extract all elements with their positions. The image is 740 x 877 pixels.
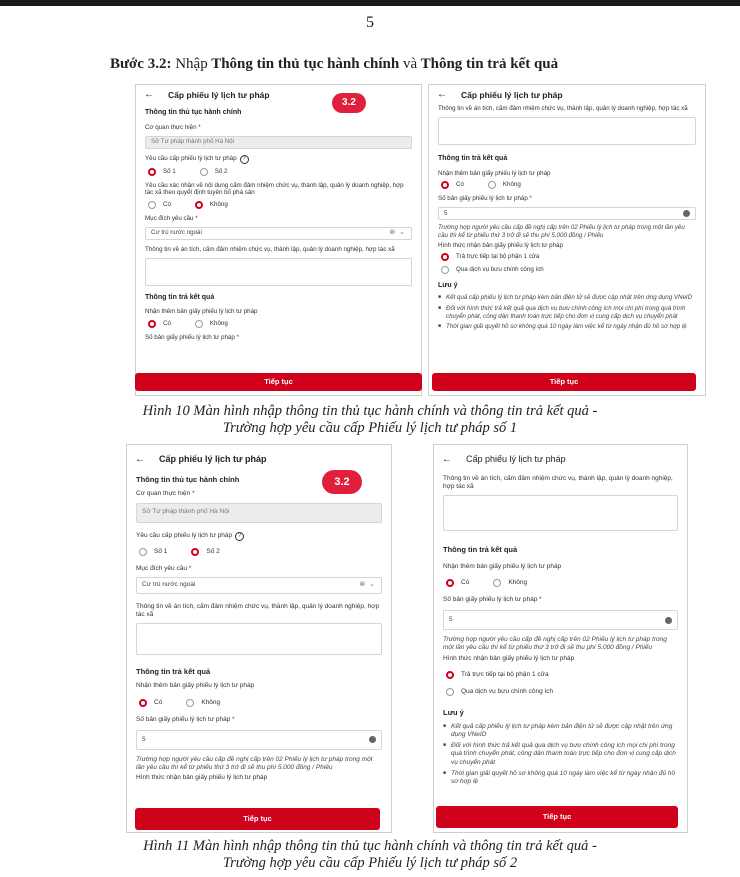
continue-button[interactable]: Tiếp tục (436, 806, 678, 828)
top-border (0, 0, 740, 6)
note-item: ■ Thời gian giải quyết hồ sơ không quá 10 ngày làm việc kể từ ngày nhận đủ hồ sơ hợp lệ (443, 770, 678, 786)
extra-radios (438, 181, 696, 189)
record-label: Thông tin về án tích, cấm đảm nhiệm chức vụ, thành lập, quản lý doanh nghiệp, hợp tác xã (136, 602, 380, 618)
screen-header (429, 85, 705, 105)
notes-title: Lưu ý (443, 707, 464, 717)
extra-radios (443, 579, 678, 587)
note-item: ■ Kết quả cấp phiếu lý lịch tư pháp kèm bản điện tử sẽ được cập nhật trên ứng dụng VNeID (438, 294, 696, 302)
note-item: ■ Kết quả cấp phiếu lý lịch tư pháp kèm bản điện tử sẽ được cập nhật trên ứng dụng VNeID (443, 723, 678, 739)
note-item: ■ Thời gian giải quyết hồ sơ không quá 10 ngày làm việc kể từ ngày nhận đủ hồ sơ hợp lệ (438, 323, 696, 331)
extra-label: Nhận thêm bản giấy phiếu lý lịch tư pháp (136, 682, 255, 690)
fig10-right-screen (428, 84, 706, 396)
record-textarea[interactable] (136, 623, 382, 655)
radio-extra-yes[interactable]: Có (446, 579, 469, 587)
method-label: Hình thức nhận bản giấy phiếu lý lịch tư pháp (136, 774, 268, 781)
purpose-label: Mục đích yêu cầu * (145, 215, 198, 222)
continue-button[interactable]: Tiếp tục (432, 373, 696, 391)
purpose-select[interactable]: Cư trú nước ngoài ⊗ ⌄ (145, 227, 412, 240)
fig11-caption-2: Trường hợp yêu cầu cấp Phiếu lý lịch tư pháp số 2 (222, 855, 518, 871)
screen-title: Cấp phiếu lý lịch tư pháp (168, 89, 270, 100)
screen-header (434, 445, 687, 475)
continue-button[interactable]: Tiếp tục (135, 373, 422, 391)
heading-part2: Thông tin trả kết quả (420, 56, 559, 72)
back-icon[interactable]: ← (442, 453, 452, 465)
copies-input[interactable]: 5 (443, 610, 678, 630)
radio-method1[interactable]: Trả trực tiếp tại bộ phận 1 cửa (438, 253, 696, 261)
record-textarea[interactable] (438, 117, 696, 145)
screen-header (136, 85, 421, 105)
question-icon[interactable]: ? (240, 155, 249, 164)
back-icon[interactable]: ← (135, 453, 145, 465)
radio-no1[interactable]: Số 1 (139, 548, 167, 556)
section-result: Thông tin trả kết quả (443, 545, 518, 555)
screen-title: Cấp phiếu lý lịch tư pháp (461, 89, 563, 100)
copies-input[interactable]: 5 (438, 207, 696, 220)
radio-no[interactable]: Không (195, 201, 228, 209)
continue-button[interactable]: Tiếp tục (135, 808, 380, 830)
section-admin: Thông tin thủ tục hành chính (145, 109, 242, 116)
purpose-label: Mục đích yêu cầu * (136, 564, 192, 572)
clear-icon (683, 210, 690, 217)
copies-note: Trường hợp người yêu cầu cấp đề nghị cấp trên 02 Phiếu lý lịch tư pháp trong một lần yêu cầu thì kể từ phiếu thứ 3 trở đi sẽ thu phí 5.000 đồng / Phiếu (438, 224, 685, 239)
record-label: Thông tin về án tích, cấm đảm nhiệm chức vụ, thành lập, quản lý doanh nghiệp, hợp tác xã (145, 245, 395, 253)
request-radios (145, 168, 412, 176)
notes-title: Lưu ý (438, 282, 458, 290)
copies-label: Số bản giấy phiếu lý lịch tư pháp * (136, 715, 235, 723)
copies-label: Số bản giấy phiếu lý lịch tư pháp * (438, 195, 532, 203)
dropdown-icon: ⊗ ⌄ (359, 580, 376, 588)
radio-extra-yes[interactable]: Có (148, 320, 171, 328)
record-label: Thông tin về án tích, cấm đảm nhiệm chức vụ, thành lập, quản lý doanh nghiệp, hợp tác xã (438, 105, 688, 112)
question-icon[interactable]: ? (235, 532, 244, 541)
screen-title: Cấp phiếu lý lịch tư pháp (466, 454, 566, 465)
request-label: Yêu cầu cấp phiếu lý lịch tư pháp ? (145, 155, 412, 164)
agency-label: Cơ quan thực hiện * (136, 490, 195, 498)
clear-icon (665, 617, 672, 624)
radio-yes[interactable]: Có (148, 201, 171, 209)
heading-step: Bước 3.2: (110, 56, 172, 72)
section-result: Thông tin trả kết quả (438, 154, 508, 162)
radio-no2[interactable]: Số 2 (200, 168, 228, 176)
radio-extra-yes[interactable]: Có (441, 181, 464, 189)
record-textarea[interactable] (443, 495, 678, 531)
record-label: Thông tin về án tích, cấm đảm nhiệm chức vụ, thành lập, quản lý doanh nghiệp, hợp tác xã (443, 475, 673, 491)
copies-note: Trường hợp người yêu cầu cấp đề nghị cấp trên 02 Phiếu lý lịch tư pháp trong một lần yêu cầu thì kể từ phiếu thứ 3 trở đi sẽ thu phí 5.000 đồng / Phiếu (443, 636, 667, 652)
copies-label: Số bản giấy phiếu lý lịch tư pháp * (145, 334, 239, 341)
agency-label: Cơ quan thực hiện * (145, 123, 201, 131)
copies-input[interactable]: 5 (136, 730, 382, 750)
extra-label: Nhận thêm bản giấy phiếu lý lịch tư pháp (438, 169, 551, 177)
radio-method2[interactable]: Qua dịch vụ bưu chính công ích (438, 266, 696, 274)
fig10-left-screen (135, 84, 422, 396)
heading-and: và (402, 56, 418, 72)
step-badge: 3.2 (322, 470, 362, 494)
heading-verb: Nhập (175, 56, 208, 72)
extra-radios (145, 320, 412, 328)
fig11-caption-1: Hình 11 Màn hình nhập thông tin thủ tục hành chính và thông tin trả kết quả - (143, 838, 597, 854)
confirm-label: Yêu cầu xác nhận về nội dung cấm đảm nhiệm chức vụ, thành lập, quản lý doanh nghiệp, hợp tác xã theo quyết định tuyên bố phá sản (145, 181, 404, 197)
radio-extra-no[interactable]: Không (493, 579, 527, 587)
clear-icon (369, 736, 376, 743)
radio-extra-no[interactable]: Không (186, 699, 220, 707)
note-item: ■ Đối với hình thức trả kết quả qua dịch vụ bưu chính công ích mọi chi phí trong quá trình chuyển phát, công dân thanh toán trực tiếp cho đơn vị cung cấp dịch vụ chuyển phát (438, 305, 696, 321)
section-admin: Thông tin thủ tục hành chính (136, 475, 240, 484)
radio-method1[interactable]: Trả trực tiếp tại bộ phận 1 cửa (443, 671, 678, 679)
radio-extra-no[interactable]: Không (488, 181, 521, 189)
method-label: Hình thức nhận bản giấy phiếu lý lịch tư pháp (438, 241, 563, 249)
method-label: Hình thức nhận bản giấy phiếu lý lịch tư pháp (443, 655, 575, 663)
extra-label: Nhận thêm bản giấy phiếu lý lịch tư pháp (145, 308, 258, 316)
fig11-left-screen (126, 444, 392, 833)
record-textarea[interactable] (145, 258, 412, 286)
purpose-select[interactable]: Cư trú nước ngoài ⊗ ⌄ (136, 577, 382, 594)
request-label: Yêu cầu cấp phiếu lý lịch tư pháp ? (136, 532, 382, 541)
radio-method2[interactable]: Qua dịch vụ bưu chính công ích (443, 688, 678, 696)
section-result: Thông tin trả kết quả (145, 293, 215, 301)
back-icon[interactable]: ← (144, 88, 154, 100)
radio-no2[interactable]: Số 2 (191, 548, 219, 556)
radio-extra-yes[interactable]: Có (139, 699, 162, 707)
step-heading (110, 56, 558, 73)
agency-field: Sở Tư pháp thành phố Hà Nội (145, 136, 412, 149)
fig10-caption-1: Hình 10 Màn hình nhập thông tin thủ tục hành chính và thông tin trả kết quả - (142, 403, 598, 419)
back-icon[interactable]: ← (437, 88, 447, 100)
agency-field: Sở Tư pháp thành phố Hà Nội (136, 503, 382, 523)
screen-title: Cấp phiếu lý lịch tư pháp (159, 454, 267, 465)
radio-no1[interactable]: Số 1 (148, 168, 176, 176)
radio-extra-no[interactable]: Không (195, 320, 228, 328)
dropdown-icon: ⊗ ⌄ (389, 228, 406, 236)
copies-note: Trường hợp người yêu cầu cấp đề nghị cấp trên 02 Phiếu lý lịch tư pháp trong một lần yêu cầu thì kể từ phiếu thứ 3 trở đi sẽ thu phí 5.000 đồng / Phiếu (136, 755, 373, 771)
fig11-right-screen (433, 444, 688, 833)
copies-label: Số bản giấy phiếu lý lịch tư pháp * (443, 595, 542, 603)
step-badge: 3.2 (332, 93, 366, 113)
heading-part1: Thông tin thủ tục hành chính (211, 56, 400, 72)
confirm-radios (145, 201, 412, 209)
note-item: ■ Đối với hình thức trả kết quả qua dịch vụ bưu chính công ích mọi chi phí trong quá trình chuyển phát, công dân thanh toán trực tiếp cho đơn vị cung cấp dịch vụ chuyển phát (443, 742, 678, 766)
section-result: Thông tin trả kết quả (136, 667, 211, 676)
page-number: 5 (366, 14, 374, 31)
fig10-caption-2: Trường hợp yêu cầu cấp Phiếu lý lịch tư pháp số 1 (222, 420, 518, 436)
extra-label: Nhận thêm bản giấy phiếu lý lịch tư pháp (443, 562, 562, 570)
extra-radios (136, 699, 382, 707)
request-radios (136, 548, 382, 556)
